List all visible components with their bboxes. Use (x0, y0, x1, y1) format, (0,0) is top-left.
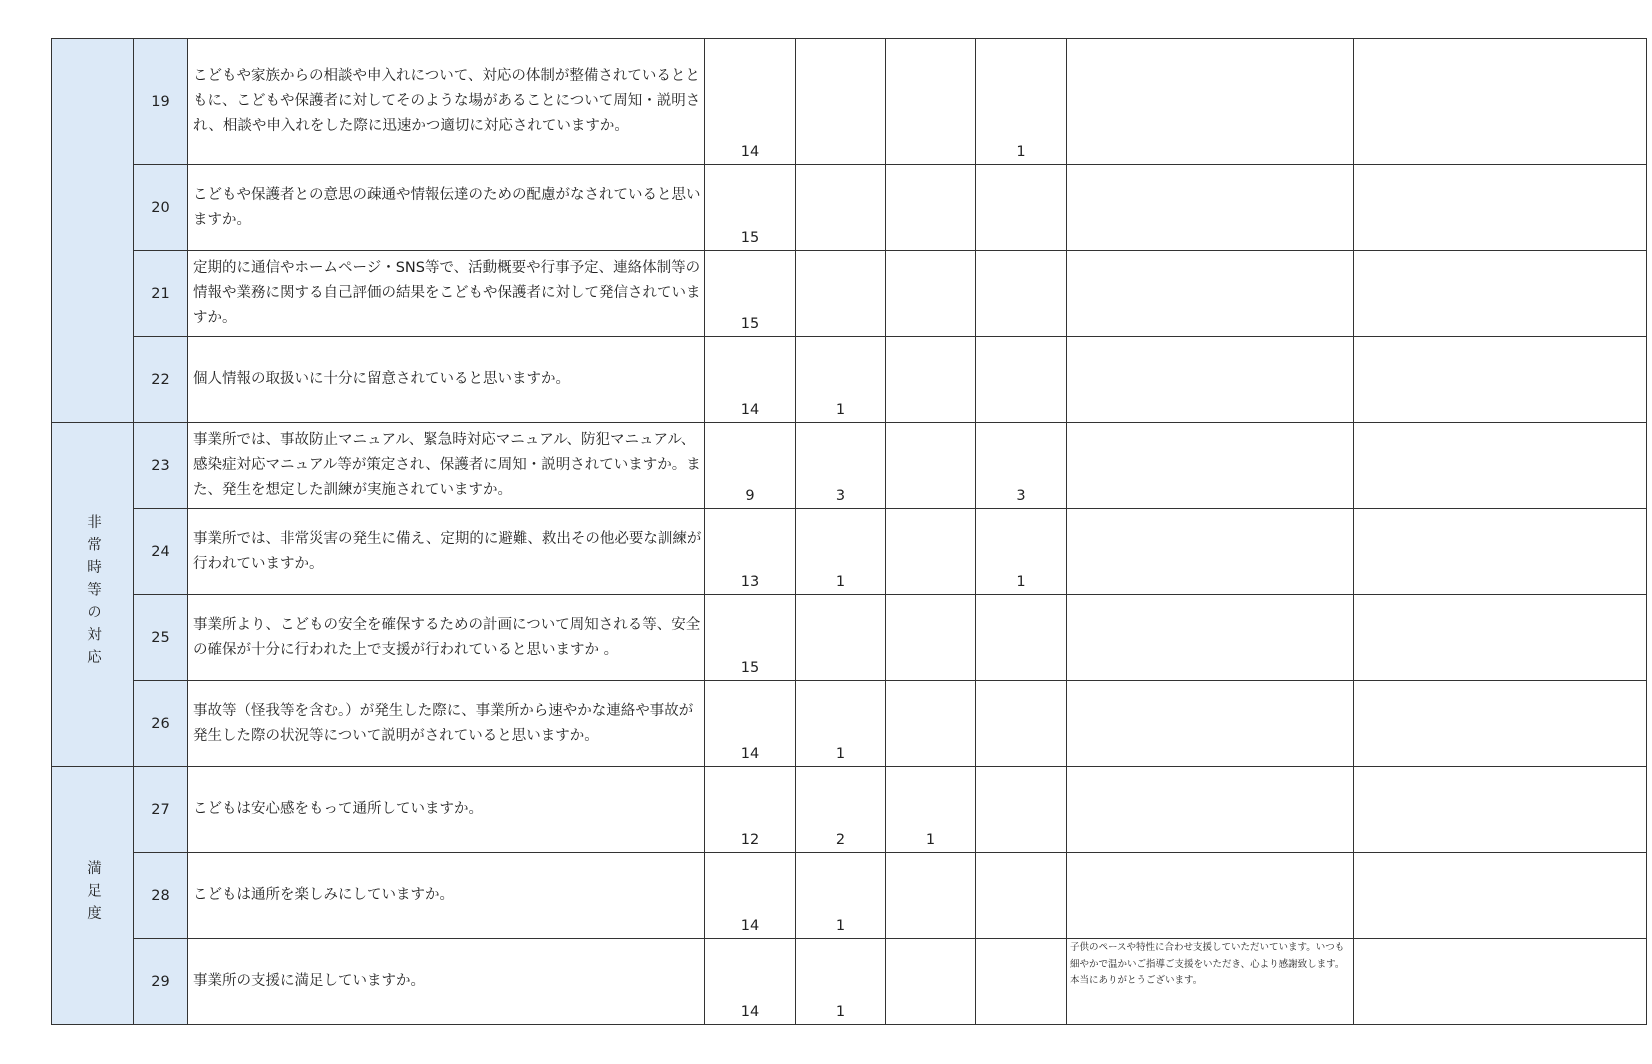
table-row (52, 509, 1647, 595)
facility-response-cell (1354, 939, 1647, 1025)
answer-neutral-count: 1 (796, 337, 886, 423)
table-row (52, 337, 1647, 423)
category-cell (52, 423, 134, 767)
guardian-comment (1067, 423, 1353, 425)
answer-no-count (886, 337, 976, 423)
table-row (52, 939, 1647, 1025)
question-number: 19 (134, 39, 188, 165)
guardian-comment (1067, 165, 1353, 167)
answer-neutral-count: 1 (796, 853, 886, 939)
answer-no-count (886, 853, 976, 939)
guardian-comment-cell (1067, 165, 1354, 251)
guardian-comment (1067, 337, 1353, 339)
answer-yes-count: 15 (705, 165, 796, 251)
table-row (52, 39, 1647, 165)
facility-response-cell (1354, 165, 1647, 251)
guardian-comment-cell (1067, 595, 1354, 681)
guardian-comment-cell (1067, 337, 1354, 423)
answer-unknown-count: 1 (976, 39, 1067, 165)
question-number: 23 (134, 423, 188, 509)
answer-neutral-count: 2 (796, 767, 886, 853)
answer-neutral-count: 1 (796, 509, 886, 595)
question-number: 27 (134, 767, 188, 853)
guardian-comment (1067, 853, 1353, 855)
answer-yes-count: 12 (705, 767, 796, 853)
evaluation-table (51, 38, 1647, 1025)
answer-neutral-count (796, 251, 886, 337)
answer-no-count (886, 251, 976, 337)
answer-yes-count: 14 (705, 337, 796, 423)
facility-response-cell (1354, 337, 1647, 423)
answer-no-count (886, 939, 976, 1025)
guardian-comment-cell (1067, 767, 1354, 853)
facility-response-cell (1354, 595, 1647, 681)
guardian-comment (1067, 251, 1353, 253)
answer-neutral-count: 3 (796, 423, 886, 509)
question-number: 29 (134, 939, 188, 1025)
answer-unknown-count (976, 939, 1067, 1025)
question-text: こどもは安心感をもって通所していますか。 (188, 767, 705, 853)
answer-no-count: 1 (886, 767, 976, 853)
answer-unknown-count (976, 595, 1067, 681)
facility-response-cell (1354, 681, 1647, 767)
table-row (52, 423, 1647, 509)
question-number: 26 (134, 681, 188, 767)
question-text: こどもや保護者との意思の疎通や情報伝達のための配慮がなされていると思いますか。 (188, 165, 705, 251)
guardian-comment-cell (1067, 423, 1354, 509)
answer-yes-count: 15 (705, 595, 796, 681)
table-row (52, 681, 1647, 767)
answer-unknown-count (976, 165, 1067, 251)
answer-unknown-count (976, 681, 1067, 767)
answer-unknown-count (976, 767, 1067, 853)
answer-unknown-count (976, 853, 1067, 939)
answer-unknown-count: 3 (976, 423, 1067, 509)
table-row (52, 165, 1647, 251)
guardian-comment-cell (1067, 681, 1354, 767)
answer-no-count (886, 595, 976, 681)
category-label: 満足度 (85, 859, 101, 928)
question-text: こどもや家族からの相談や申入れについて、対応の体制が整備されているとともに、こどもや保護者に対してそのような場があることについて周知・説明され、相談や申入れをした際に迅速かつ適切に対応されていますか。 (188, 39, 705, 165)
answer-no-count (886, 509, 976, 595)
table-row (52, 251, 1647, 337)
guardian-comment (1067, 681, 1353, 683)
answer-yes-count: 9 (705, 423, 796, 509)
category-label: 非常時等の対応 (85, 513, 101, 672)
question-number: 22 (134, 337, 188, 423)
answer-yes-count: 14 (705, 39, 796, 165)
answer-yes-count: 14 (705, 939, 796, 1025)
answer-unknown-count (976, 337, 1067, 423)
question-text: 事業所では、非常災害の発生に備え、定期的に避難、救出その他必要な訓練が行われていますか。 (188, 509, 705, 595)
question-text: 事業所より、こどもの安全を確保するための計画について周知される等、安全の確保が十分に行われた上で支援が行われていると思いますか 。 (188, 595, 705, 681)
table-row (52, 767, 1647, 853)
question-text: こどもは通所を楽しみにしていますか。 (188, 853, 705, 939)
facility-response-cell (1354, 767, 1647, 853)
facility-response-cell (1354, 251, 1647, 337)
category-cell (52, 39, 134, 423)
question-number: 28 (134, 853, 188, 939)
category-cell (52, 767, 134, 1025)
guardian-comment-cell (1067, 509, 1354, 595)
question-number: 21 (134, 251, 188, 337)
guardian-comment-cell (1067, 251, 1354, 337)
guardian-comment (1067, 767, 1353, 769)
answer-yes-count: 15 (705, 251, 796, 337)
question-number: 20 (134, 165, 188, 251)
answer-yes-count: 13 (705, 509, 796, 595)
answer-neutral-count: 1 (796, 681, 886, 767)
guardian-comment-cell (1067, 939, 1354, 1025)
facility-response-cell (1354, 853, 1647, 939)
guardian-comment-cell (1067, 853, 1354, 939)
question-number: 24 (134, 509, 188, 595)
answer-no-count (886, 423, 976, 509)
answer-neutral-count (796, 39, 886, 165)
guardian-comment (1067, 595, 1353, 597)
table-row (52, 595, 1647, 681)
answer-unknown-count: 1 (976, 509, 1067, 595)
answer-neutral-count: 1 (796, 939, 886, 1025)
guardian-comment (1067, 39, 1353, 41)
question-text: 事業所では、事故防止マニュアル、緊急時対応マニュアル、防犯マニュアル、感染症対応マニュアル等が策定され、保護者に周知・説明されていますか。また、発生を想定した訓練が実施されていますか。 (188, 423, 705, 509)
question-text: 事業所の支援に満足していますか。 (188, 939, 705, 1025)
answer-yes-count: 14 (705, 681, 796, 767)
question-text: 事故等（怪我等を含む。）が発生した際に、事業所から速やかな連絡や事故が発生した際の状況等について説明がされていると思いますか。 (188, 681, 705, 767)
answer-unknown-count (976, 251, 1067, 337)
facility-response-cell (1354, 509, 1647, 595)
table-row (52, 853, 1647, 939)
answer-yes-count: 14 (705, 853, 796, 939)
question-number: 25 (134, 595, 188, 681)
answer-no-count (886, 165, 976, 251)
question-text: 個人情報の取扱いに十分に留意されていると思いますか。 (188, 337, 705, 423)
table-body (52, 39, 1647, 1025)
answer-no-count (886, 39, 976, 165)
facility-response-cell (1354, 423, 1647, 509)
guardian-comment: 子供のペースや特性に合わせ支援していただいています。いつも細やかで温かいご指導ご支援をいただき、心より感謝致します。本当にありがとうございます。 (1070, 942, 1345, 986)
answer-neutral-count (796, 595, 886, 681)
guardian-comment (1067, 509, 1353, 511)
answer-neutral-count (796, 165, 886, 251)
answer-no-count (886, 681, 976, 767)
guardian-comment-cell (1067, 39, 1354, 165)
question-text: 定期的に通信やホームページ・SNS等で、活動概要や行事予定、連絡体制等の情報や業務に関する自己評価の結果をこどもや保護者に対して発信されていますか。 (188, 251, 705, 337)
facility-response-cell (1354, 39, 1647, 165)
